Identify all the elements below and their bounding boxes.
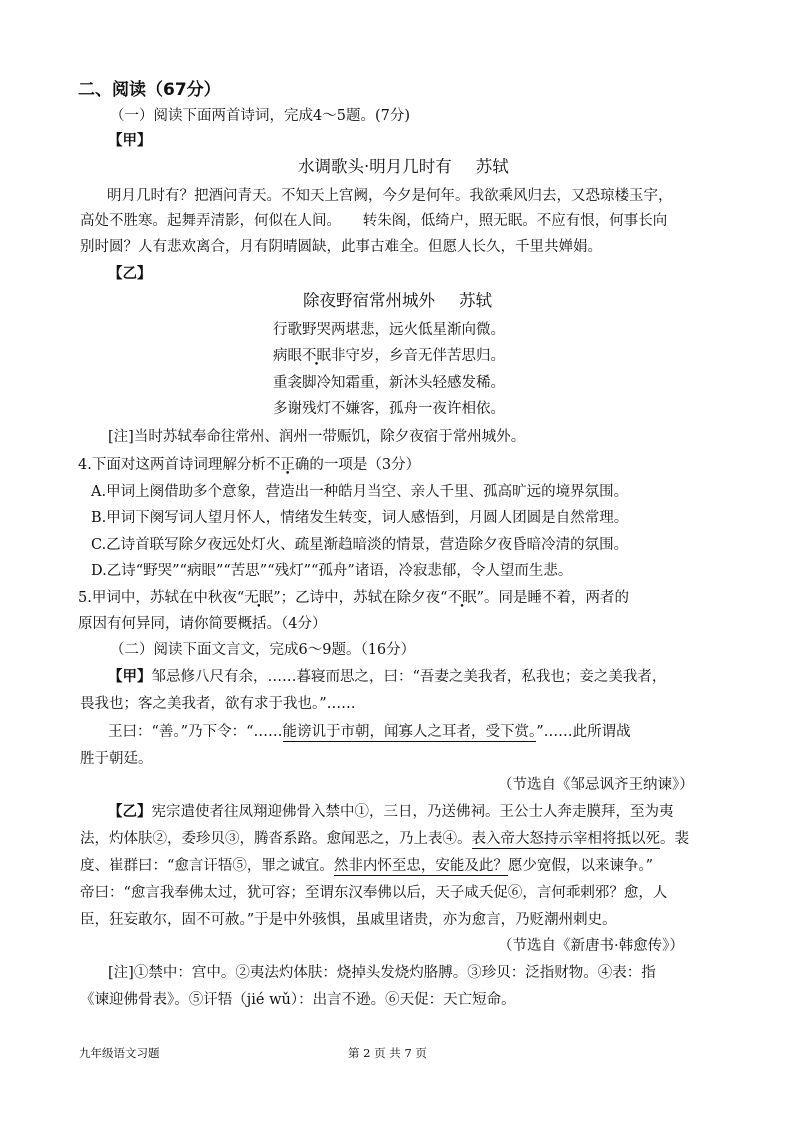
passage-text: ”……此所谓战: [536, 724, 631, 740]
q5-stem-line2: 原因有何异同，请你简要概括。（4分）: [78, 616, 327, 632]
passage-jia-line: [108, 722, 631, 742]
q4-option-b: B.甲词下阕写词人望月怀人，情绪发生转变，词人感悟到，月圆人团圆是自然常理。: [91, 510, 629, 526]
passage-text: 。裴: [660, 831, 689, 847]
emphasis-dotted: 不正确: [265, 457, 310, 473]
passage-yi-line: [108, 802, 674, 822]
poem2-line-text: 非守岁，乡音无伴苦思归。: [331, 348, 505, 364]
poem1-line: 明月几时有？把酒问青天。不知天上宫阙，今夕是何年。我欲乘风归去，又恐琼楼玉宇，: [107, 188, 673, 204]
q4-stem-text: 4.下面对这两首诗词理解分析: [78, 457, 266, 473]
passage-text: 度、崔群曰：“愈言讦牾⑤，罪之诚宜。: [80, 858, 334, 874]
underlined-sentence: 能谤讥于市朝，闻寡人之耳者，受下赏。: [282, 724, 537, 740]
poem1-title-line: [298, 157, 509, 177]
footer-left: 九年级语文习题: [79, 1046, 160, 1060]
poem2-line: [273, 346, 505, 366]
poem2-author: 苏轼: [459, 291, 492, 310]
q5-text: ”；乙诗中，苏轼在除夕夜“: [273, 590, 448, 606]
poem1-line: 别时圆？人有悲欢离合，月有阴晴圆缺，此事古难全。但愿人长久，千里共婵娟。: [80, 239, 602, 255]
underlined-sentence: 表入帝大怒持示宰相将抵以死: [471, 831, 660, 847]
poem2-line: 多谢残灯不嫌客，孤舟一夜许相依。: [273, 401, 505, 417]
jia-tag-2: 【甲】: [108, 668, 152, 685]
jia-source: （节选自《邹忌讽齐王纳谏》）: [498, 777, 694, 793]
passage-text: 愿少宽假，以来谏争。”: [507, 858, 654, 874]
q4-stem-text: 的一项是（3分）: [309, 457, 421, 473]
passage-jia-line: [108, 667, 666, 687]
poem1-title: 水调歌头·明月几时有: [298, 157, 452, 176]
note-2: [注]①禁中：宫中。②夷法灼体肤：烧掉头发烧灼胳膊。③珍贝：泛指财物。④表：指: [108, 965, 656, 981]
jia-tag: 【甲】: [108, 132, 152, 149]
passage-yi-line: 帝曰：“愈言我奉佛太过，犹可容；至谓东汉奉佛以后，天子咸夭促⑥，言何乖剌邪？愈，人: [80, 885, 668, 901]
passage-jia-line: 胜于朝廷。: [80, 751, 153, 767]
page-number: 第 2 页 共 7 页: [348, 1046, 427, 1060]
emphasis-dotted: 无眠: [244, 590, 274, 606]
poem2-line: 行歌野哭两堪悲，远火低星渐向微。: [273, 322, 505, 338]
q4-option-d: D.乙诗“野哭”“病眼”“苦思”“残灯”“孤舟”诸语，冷寂悲郁，令人望而生悲。: [91, 563, 573, 579]
q4-stem: [78, 455, 420, 475]
passage-jia-line: 畏我也；客之美我者，欲有求于我也。”……: [80, 696, 356, 712]
passage-yi-line: 臣，狂妄敢尔，固不可赦。”于是中外骇惧，虽戚里诸贵，亦为愈言，乃贬潮州刺史。: [80, 912, 617, 928]
note-2-line2: 《谏迎佛骨表》。⑤讦牾（jié wǔ）：出言不逊。⑥天促：天亡短命。: [80, 992, 516, 1008]
underlined-sentence: 然非内怀至忠，安能及此？: [333, 858, 508, 874]
q5-text: 5.甲词中，苏轼在中秋夜“: [78, 590, 245, 606]
passage-text: 宪宗遣使者往凤翔迎佛骨入禁中①，三日，乃送佛祠。王公士人奔走膜拜，至为夷: [151, 804, 674, 820]
emphasis-dotted: 不眠: [302, 348, 331, 364]
passage-yi-line: [80, 856, 653, 876]
passage-text: 邹忌修八尺有余，……暮寝而思之，曰：“吾妻之美我者，私我也；妾之美我者，: [151, 669, 667, 685]
section-title: 二、阅读（67分）: [78, 80, 221, 100]
poem2-title-line: [303, 291, 492, 311]
poem2-line-text: 病眼: [273, 348, 302, 364]
yi-source: （节选自《新唐书·韩愈传》）: [498, 938, 684, 954]
passage-yi-line: [80, 829, 689, 849]
part1-instruction: （一）阅读下面两首诗词，完成4～5题。(7分): [110, 108, 410, 124]
q5-text: ”。同是睡不着，两者的: [476, 590, 629, 606]
emphasis-dotted: 不眠: [447, 590, 477, 606]
q4-option-c: C.乙诗首联写除夕夜远处灯火、疏星渐趋暗淡的情景，营造除夕夜昏暗冷清的氛围。: [91, 537, 629, 553]
q4-option-a: A.甲词上阕借助多个意象，营造出一种皓月当空、亲人千里、孤高旷远的境界氛围。: [91, 484, 629, 500]
passage-text: 法，灼体肤②，委珍贝③，腾沓系路。愈闻恶之，乃上表④。: [80, 831, 472, 847]
poem2-title: 除夜野宿常州城外: [303, 291, 435, 310]
part2-instruction: （二）阅读下面文言文，完成6～9题。（16分）: [110, 642, 416, 658]
yi-tag: 【乙】: [108, 265, 152, 282]
poem2-line: 重衾脚冷知霜重，新沐头轻感发稀。: [273, 375, 505, 391]
note-1: [注]当时苏轼奉命往常州、润州一带赈饥，除夕夜宿于常州城外。: [108, 429, 526, 445]
yi-tag-2: 【乙】: [108, 803, 152, 820]
poem1-author: 苏轼: [475, 157, 509, 176]
q5-stem: [78, 588, 629, 608]
passage-text: 王曰：“善。”乃下令：“……: [108, 724, 283, 740]
poem1-line: 高处不胜寒。起舞弄清影，何似在人间。 转朱阁，低绮户，照无眠。不应有恨，何事长向: [80, 213, 668, 229]
